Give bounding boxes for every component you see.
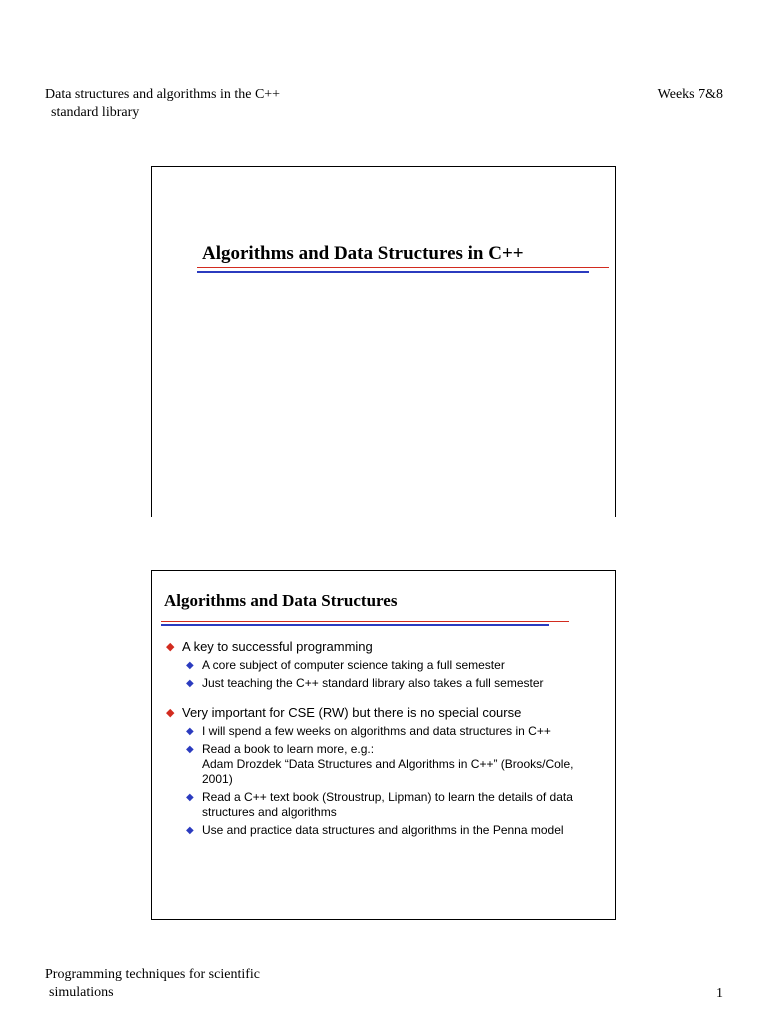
slide-1-title-rule-red — [197, 267, 609, 268]
sub-bullet-item — [166, 658, 607, 673]
sub-bullet-item — [166, 823, 607, 838]
slide-2-title-rule-red — [161, 621, 569, 622]
sub-bullet-text: Use and practice data structures and algorithms in the Penna model — [202, 823, 564, 837]
slide-1-title-rule-blue — [197, 271, 589, 273]
sub-bullet-text-line: Read a C++ text book (Stroustrup, Lipman) to learn the details of data — [202, 790, 573, 804]
slide-1 — [151, 166, 616, 517]
sub-bullet-item — [166, 742, 607, 787]
bullet-text: Very important for CSE (RW) but there is no special course — [182, 705, 522, 720]
sub-bullet-item — [166, 676, 607, 691]
page-footer-course-name — [45, 966, 260, 1002]
footer-line2: simulations — [49, 985, 114, 1000]
slide-2 — [151, 570, 616, 920]
footer-line1: Programming techniques for scientific — [45, 967, 260, 982]
blue-diamond-bullet-icon: ◆ — [186, 726, 194, 737]
slide-1-title: Algorithms and Data Structures in C++ — [202, 243, 524, 264]
sub-bullet-text-line: structures and algorithms — [202, 805, 337, 819]
bullet-item — [166, 705, 607, 721]
red-diamond-bullet-icon: ◆ — [166, 641, 175, 653]
blue-diamond-bullet-icon: ◆ — [186, 744, 194, 755]
bullet-item — [166, 639, 607, 655]
sub-bullet-text: A core subject of computer science taking a full semester — [202, 658, 505, 672]
sub-bullet-item — [166, 790, 607, 820]
sub-bullet-text-line: 2001) — [202, 772, 233, 786]
blue-diamond-bullet-icon: ◆ — [186, 825, 194, 836]
sub-bullet-item — [166, 724, 607, 739]
sub-bullet-text: I will spend a few weeks on algorithms and data structures in C++ — [202, 724, 551, 738]
sub-bullet-text: Just teaching the C++ standard library also takes a full semester — [202, 676, 544, 690]
page-header-course-title — [45, 86, 280, 122]
header-title-line1: Data structures and algorithms in the C++ — [45, 87, 281, 102]
blue-diamond-bullet-icon: ◆ — [186, 660, 194, 671]
header-weeks: Weeks 7&8 — [657, 87, 723, 102]
sub-bullet-text-line: Read a book to learn more, e.g.: — [202, 742, 375, 756]
header-title-line2: standard library — [51, 105, 140, 120]
slide-2-title-rule-blue — [161, 624, 549, 626]
blue-diamond-bullet-icon: ◆ — [186, 678, 194, 689]
bullet-text: A key to successful programming — [182, 639, 373, 654]
blue-diamond-bullet-icon: ◆ — [186, 792, 194, 803]
slide-2-title: Algorithms and Data Structures — [164, 591, 398, 610]
page-number: 1 — [716, 986, 723, 1001]
sub-bullet-text-line: Adam Drozdek “Data Structures and Algorithms in C++” (Brooks/Cole, — [202, 757, 574, 771]
slide-2-bullet-list — [166, 639, 607, 838]
red-diamond-bullet-icon: ◆ — [166, 707, 175, 719]
bullet-gap — [166, 691, 607, 705]
